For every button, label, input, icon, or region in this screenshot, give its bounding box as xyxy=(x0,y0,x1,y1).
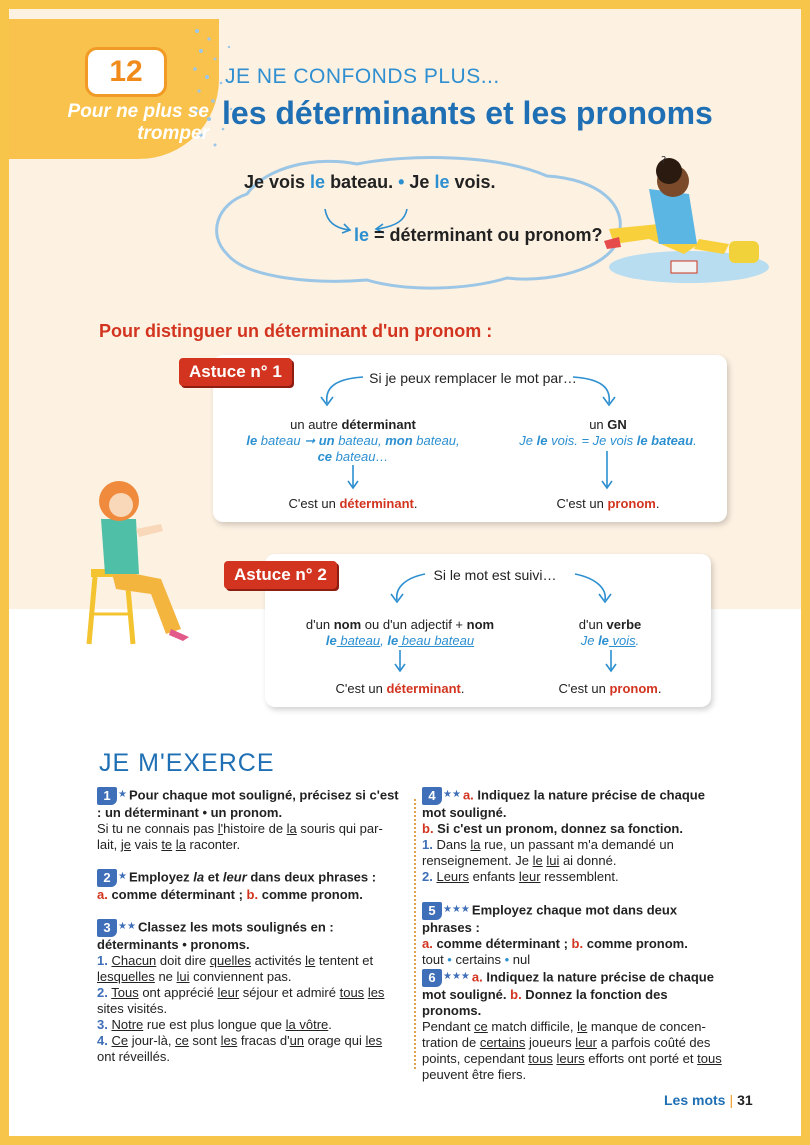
girl-illustration xyxy=(71,469,201,649)
exercise-3-stars: ★★ xyxy=(118,921,136,932)
page-kicker: JE NE CONFONDS PLUS... xyxy=(225,65,500,88)
footer-separator: | xyxy=(729,1092,734,1108)
astuce-1-right-result: C'est un pronom. xyxy=(556,496,660,511)
exercise-5-number: 5 xyxy=(422,902,442,920)
astuce-1-question: Si je peux remplacer le mot par… xyxy=(369,370,577,386)
exercise-2-stars: ★ xyxy=(118,871,127,882)
page-footer xyxy=(664,1092,753,1108)
exercise-4-stars: ★★ xyxy=(443,789,461,800)
exercise-1-stars: ★ xyxy=(118,789,127,800)
astuce-1-right-example: Je le vois. = Je vois le bateau. xyxy=(519,433,697,448)
exercise-4-number: 4 xyxy=(422,787,442,805)
page-number: 31 xyxy=(737,1092,753,1108)
lesson-tab-label: Pour ne plus se tromper xyxy=(67,101,209,144)
lesson-number-box xyxy=(85,47,167,97)
exercise-6-number: 6 xyxy=(422,969,442,987)
exercise-1-number: 1 xyxy=(97,787,117,805)
exercise-5-stars: ★★★ xyxy=(443,904,470,915)
astuce-2-label: Astuce n° 2 xyxy=(224,561,337,589)
boy-illustration xyxy=(589,149,769,289)
cloud-example-sentence: Je vois le bateau. • Je le vois. xyxy=(244,172,496,192)
svg-text:?: ? xyxy=(661,155,667,166)
page-title: les déterminants et les pronoms xyxy=(222,95,713,131)
exercise-2: 2 ★ Employez la et leur dans deux phrases : a. comme déterminant ; b. comme pronom. xyxy=(97,869,377,902)
exercise-6-stars: ★★★ xyxy=(443,971,470,982)
exercise-section-title: JE M'EXERCE xyxy=(99,749,275,777)
astuce-1-left-result: C'est un déterminant. xyxy=(288,496,418,511)
exercise-4: 4 ★★ a. Indiquez la nature précise de chaque mot souligné. b. Si c'est un pronom, donnez sa fonction. 1. Dans la rue, un passant m'a demandé un renseignement. Je le lui ai donné. 2. Leurs enfants leur ressemblent. xyxy=(422,787,705,884)
astuce-2-left-result: C'est un déterminant. xyxy=(335,681,465,696)
section-title: Pour distinguer un déterminant d'un pronom : xyxy=(99,321,493,341)
exercise-1: 1 ★ Pour chaque mot souligné, précisez si c'est : un déterminant • un pronom. Si tu ne connais pas l'histoire de la souris qui par-lait, je vais te la raconter. xyxy=(97,787,399,852)
astuce-2-left-example: le bateau, le beau bateau xyxy=(325,633,475,648)
footer-section: Les mots xyxy=(664,1092,726,1108)
astuce-2-right-example: Je le vois. xyxy=(580,633,640,648)
exercise-2-number: 2 xyxy=(97,869,117,887)
astuce-2-left-heading: d'un nom ou d'un adjectif + nom xyxy=(305,617,495,632)
exercise-3-number: 3 xyxy=(97,919,117,937)
astuce-1-left-heading: un autre déterminant xyxy=(290,417,416,432)
lesson-number: 12 xyxy=(109,55,143,88)
astuce-2-right-heading: d'un verbe xyxy=(578,617,642,632)
astuce-2-right-result: C'est un pronom. xyxy=(558,681,662,696)
column-divider xyxy=(414,799,416,1069)
exercise-3: 3 ★★ Classez les mots soulignés en : déterminants • pronoms. 1. Chacun doit dire quelles activités le tentent et lesquelles ne lui conviennent pas. 2. Tous ont apprécié leur séjour et admiré tous les sites visités. 3. Notre rue est plus longue que la vôtre. 4. Ce jour-là, ce sont les fracas d'un orage qui les ont réveillés. xyxy=(97,919,385,1064)
astuce-1-label: Astuce n° 1 xyxy=(179,358,292,386)
decorative-dots xyxy=(189,19,249,169)
astuce-1-left-example: le bateau ➞ un bateau, mon bateau, ce bateau… xyxy=(246,433,460,464)
astuce-1-right-heading: un GN xyxy=(589,417,627,432)
exercise-6: 6 ★★★ a. Indiquez la nature précise de chaque mot souligné. b. Donnez la fonction des pronoms. Pendant ce match difficile, le manque de concen-tration de certains joueurs leur a parfois coûté des points, cependant tous leurs efforts ont porté et tous peuvent être fiers. xyxy=(422,969,722,1082)
cloud-question: le = déterminant ou pronom? xyxy=(354,225,603,245)
astuce-2-question: Si le mot est suivi… xyxy=(433,567,557,583)
exercise-5: 5 ★★★ Employez chaque mot dans deux phrases : a. comme déterminant ; b. comme pronom. tout • certains • nul xyxy=(422,902,688,967)
